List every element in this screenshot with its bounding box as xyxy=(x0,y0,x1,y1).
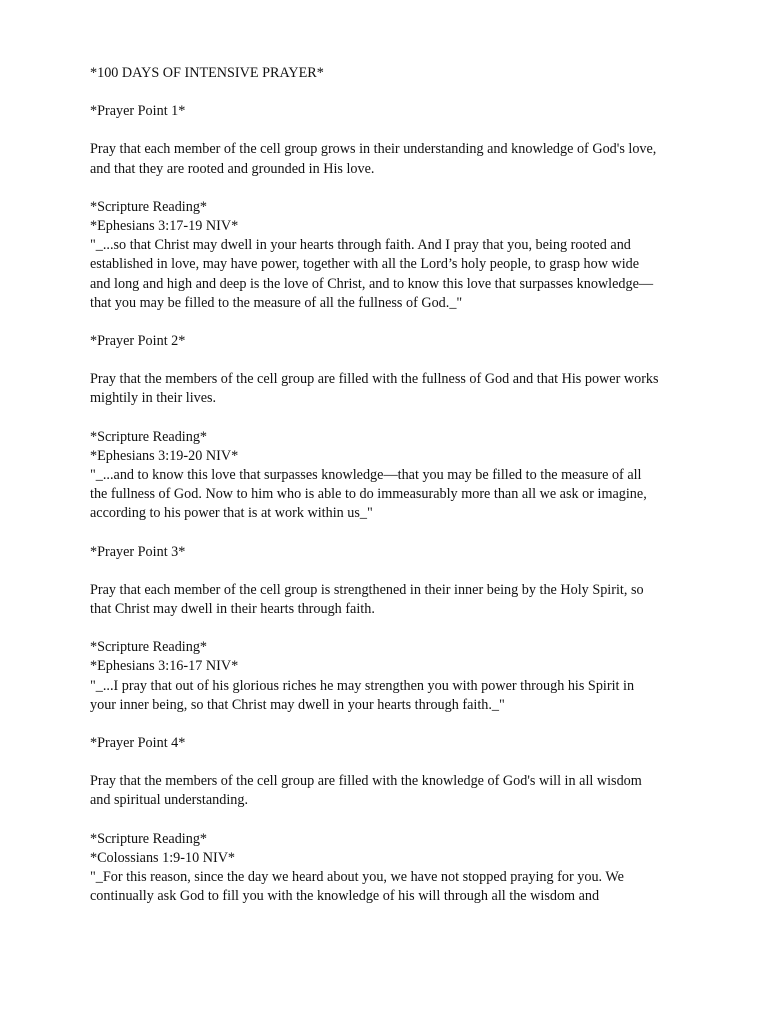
prayer-text-line: Pray that each member of the cell group grows in their understanding and knowledge of God's love, xyxy=(90,141,657,158)
prayer-text-line: Pray that each member of the cell group is strengthened in their inner being by the Holy Spirit, so xyxy=(90,581,644,598)
prayer-point-heading: *Prayer Point 2* xyxy=(90,333,186,350)
scripture-quote-line: "_...so that Christ may dwell in your hearts through faith. And I pray that you, being rooted and xyxy=(90,237,631,254)
prayer-point-text xyxy=(90,370,710,408)
prayer-text-line: Pray that the members of the cell group are filled with the knowledge of God's will in all wisdom xyxy=(90,773,642,790)
scripture-quote-line: "_...and to know this love that surpasses knowledge—that you may be filled to the measure of all xyxy=(90,467,642,484)
scripture-quote-line: according to his power that is at work within us_" xyxy=(90,505,373,522)
scripture-block xyxy=(90,638,710,715)
scripture-label: *Scripture Reading* xyxy=(90,830,208,847)
document-title: *100 DAYS OF INTENSIVE PRAYER* xyxy=(90,65,324,81)
scripture-quote-line: that you may be filled to the measure of all the fullness of God._" xyxy=(90,294,463,311)
scripture-quote-line: the fullness of God. Now to him who is able to do immeasurably more than all we ask or imagine, xyxy=(90,486,647,503)
prayer-point-text xyxy=(90,140,710,178)
scripture-reference: *Ephesians 3:19-20 NIV* xyxy=(90,447,239,464)
scripture-quote-line: and long and high and deep is the love of Christ, and to know this love that surpasses knowledge— xyxy=(90,275,654,292)
scripture-quote-line: "_...I pray that out of his glorious riches he may strengthen you with power through his Spirit in xyxy=(90,677,635,694)
prayer-text-line: and that they are rooted and grounded in His love. xyxy=(90,160,375,177)
prayer-text-line: that Christ may dwell in their hearts through faith. xyxy=(90,601,375,618)
prayer-point-heading: *Prayer Point 1* xyxy=(90,103,186,120)
scripture-label: *Scripture Reading* xyxy=(90,428,208,445)
prayer-point-text xyxy=(90,772,710,810)
scripture-block xyxy=(90,830,710,907)
scripture-quote-line: continually ask God to fill you with the knowledge of his will through all the wisdom and xyxy=(90,888,600,905)
prayer-point-heading: *Prayer Point 3* xyxy=(90,543,186,560)
scripture-reference: *Ephesians 3:17-19 NIV* xyxy=(90,218,239,235)
scripture-quote-line: established in love, may have power, together with all the Lord’s holy people, to grasp how wide xyxy=(90,256,640,273)
scripture-block xyxy=(90,428,710,524)
prayer-text-line: and spiritual understanding. xyxy=(90,792,249,809)
prayer-text-line: Pray that the members of the cell group are filled with the fullness of God and that His power works xyxy=(90,371,659,388)
prayer-text-line: mightily in their lives. xyxy=(90,390,217,407)
scripture-quote-line: your inner being, so that Christ may dwell in your hearts through faith._" xyxy=(90,696,505,713)
scripture-label: *Scripture Reading* xyxy=(90,198,208,215)
document-page xyxy=(90,64,710,926)
prayer-point-heading: *Prayer Point 4* xyxy=(90,735,186,752)
scripture-label: *Scripture Reading* xyxy=(90,639,208,656)
scripture-reference: *Ephesians 3:16-17 NIV* xyxy=(90,658,239,675)
scripture-reference: *Colossians 1:9-10 NIV* xyxy=(90,849,236,866)
scripture-block xyxy=(90,198,710,313)
scripture-quote-line: "_For this reason, since the day we heard about you, we have not stopped praying for you. We xyxy=(90,869,624,886)
prayer-point-text xyxy=(90,581,710,619)
